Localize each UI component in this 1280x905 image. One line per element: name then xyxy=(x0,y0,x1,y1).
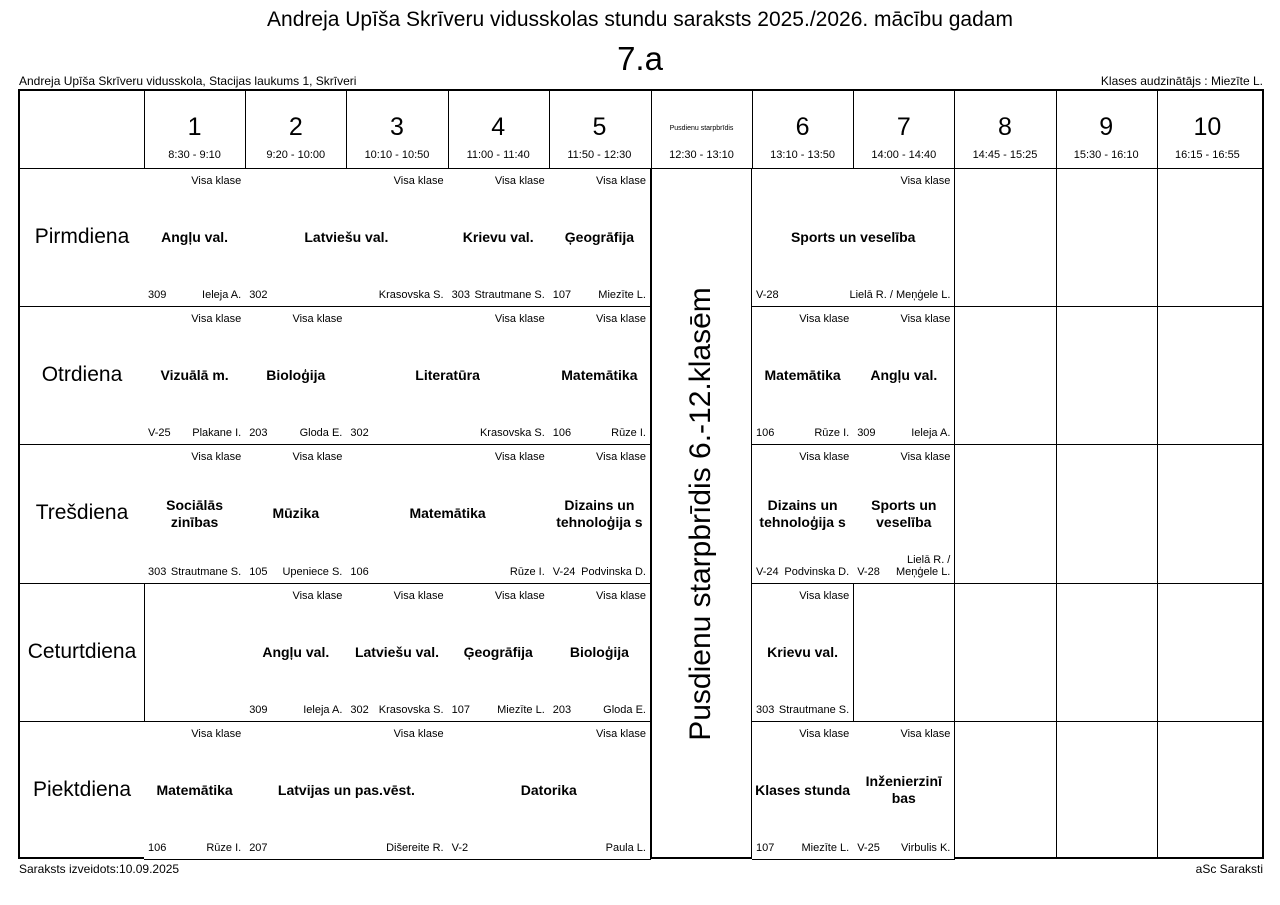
lesson-cell xyxy=(245,583,347,722)
lesson-subject: Angļu val. xyxy=(161,229,229,246)
lesson-subject: Matemātika xyxy=(156,781,233,798)
period-time: 10:10 - 10:50 xyxy=(364,149,430,161)
lesson-group: Visa klase xyxy=(900,451,951,464)
lesson-teacher: Miezīte L. xyxy=(801,841,850,854)
period-header xyxy=(954,91,1055,168)
lesson-cell xyxy=(346,583,448,722)
lesson-cell xyxy=(752,721,854,860)
lesson-teacher: Strautmane S. xyxy=(474,289,545,302)
lesson-cell xyxy=(144,721,246,860)
lesson-room: V-28 xyxy=(756,289,779,302)
lesson-subject: Klases stunda xyxy=(755,781,851,798)
lesson-teacher: Miezīte L. xyxy=(598,289,646,302)
footer-brand: aSc Saraksti xyxy=(1195,862,1263,876)
lesson-subject: Matemātika xyxy=(409,505,486,522)
lesson-teacher: Lielā R. / Meņģele L. xyxy=(849,289,951,302)
lesson-subject: Ģeogrāfija xyxy=(564,229,635,246)
lesson-teacher: Rūze I. xyxy=(611,427,646,440)
lesson-room: 203 xyxy=(249,427,268,440)
lesson-room: 107 xyxy=(756,841,775,854)
lesson-subject: Mūzika xyxy=(272,505,320,522)
lesson-room: 106 xyxy=(552,427,572,440)
period-number: 3 xyxy=(390,113,404,141)
lesson-subject: Vizuālā m. xyxy=(160,367,229,384)
lesson-subject: Sports un veselība xyxy=(790,229,916,246)
lesson-subject: Matemātika xyxy=(561,367,638,384)
lesson-room: 107 xyxy=(451,703,470,716)
period-time: 8:30 - 9:10 xyxy=(168,149,221,161)
period-time: 11:00 - 11:40 xyxy=(466,149,530,161)
class-teacher: Klases audzinātājs : Miezīte L. xyxy=(1100,74,1263,88)
lesson-group: Visa klase xyxy=(596,175,646,187)
lesson-group: Visa klase xyxy=(900,313,951,326)
lunch-header: Pusdienu starpbrīdis xyxy=(669,125,734,132)
lesson-room: 106 xyxy=(148,841,167,854)
lesson-group: Visa klase xyxy=(596,589,646,602)
period-number: 10 xyxy=(1193,113,1222,141)
period-time: 15:30 - 16:10 xyxy=(1073,149,1139,161)
lesson-room: 303 xyxy=(451,289,470,302)
day-label: Otrdiena xyxy=(41,363,123,387)
lunch-banner-text: Pusdienu starpbrīdis 6.-12.klasēm xyxy=(684,286,717,741)
lesson-teacher: Paula L. xyxy=(605,841,646,854)
lesson-cell xyxy=(245,306,347,445)
timetable-grid xyxy=(18,89,1264,859)
lesson-cell xyxy=(144,444,246,583)
lesson-subject: Angļu val. xyxy=(870,367,938,384)
lesson-cell xyxy=(448,721,651,860)
lesson-cell xyxy=(245,168,448,307)
lesson-room: 106 xyxy=(756,427,775,440)
lesson-cell xyxy=(346,306,549,445)
lesson-room: 309 xyxy=(148,289,167,302)
lesson-subject: Latviešu val. xyxy=(304,229,389,246)
lesson-room: 203 xyxy=(552,703,572,716)
lesson-teacher: Rūze I. xyxy=(206,841,242,854)
lesson-teacher: Miezīte L. xyxy=(497,703,545,716)
period-time: 11:50 - 12:30 xyxy=(567,149,632,161)
lesson-teacher: Krasovska S. xyxy=(378,289,444,302)
lesson-teacher: Upeniece S. xyxy=(282,565,343,578)
lesson-subject: Sociālās zinības xyxy=(166,496,223,530)
period-time: 9:20 - 10:00 xyxy=(266,149,326,161)
period-header xyxy=(1056,91,1157,168)
lesson-cell xyxy=(144,306,246,445)
lesson-cell xyxy=(752,306,854,445)
lesson-teacher: Plakane I. xyxy=(192,427,242,440)
lesson-teacher: Ieleja A. xyxy=(202,289,242,302)
lesson-cell xyxy=(144,168,246,307)
lesson-subject: Latviešu val. xyxy=(354,643,439,660)
lesson-teacher: Gloda E. xyxy=(299,427,343,440)
class-name: 7.a xyxy=(617,40,663,77)
period-number: 8 xyxy=(998,113,1012,141)
period-time: 13:10 - 13:50 xyxy=(770,149,836,161)
lesson-group: Visa klase xyxy=(393,589,444,602)
grid-vline xyxy=(651,91,652,857)
lesson-cell xyxy=(448,168,550,307)
lesson-room: V-24 xyxy=(756,565,779,578)
lesson-group: Visa klase xyxy=(596,727,646,740)
lesson-room: V-28 xyxy=(857,565,880,578)
lesson-cell xyxy=(245,444,347,583)
lesson-teacher: Ieleja A. xyxy=(911,427,951,440)
lesson-room: 309 xyxy=(857,427,876,440)
lesson-room: V-25 xyxy=(857,841,880,854)
lesson-cell xyxy=(752,168,955,307)
lesson-room: 302 xyxy=(350,427,369,440)
lesson-group: Visa klase xyxy=(799,451,850,464)
period-number: 1 xyxy=(187,113,202,141)
lesson-teacher: Gloda E. xyxy=(603,703,646,716)
grid-vline xyxy=(1056,91,1057,857)
period-header xyxy=(853,91,954,168)
lesson-cell xyxy=(549,306,651,445)
lesson-cell xyxy=(752,583,854,722)
lesson-group: Visa klase xyxy=(494,313,545,326)
lesson-subject: Literatūra xyxy=(415,367,480,384)
lesson-room: 303 xyxy=(756,703,775,716)
period-header xyxy=(752,91,853,168)
period-time: 16:15 - 16:55 xyxy=(1174,149,1240,161)
lesson-group: Visa klase xyxy=(393,727,444,740)
period-header xyxy=(245,91,346,168)
lesson-group: Visa klase xyxy=(799,313,850,326)
lesson-subject: Datorika xyxy=(520,781,577,798)
lunch-time: 12:30 - 13:10 xyxy=(669,149,734,161)
lesson-cell xyxy=(853,721,955,860)
lesson-room: 302 xyxy=(249,289,268,302)
period-header xyxy=(144,91,245,168)
lesson-group: Visa klase xyxy=(292,451,343,464)
lesson-subject: Bioloģija xyxy=(569,643,629,660)
day-label: Piektdiena xyxy=(32,777,132,801)
lesson-subject: Dizains un tehnoloģija s xyxy=(759,496,846,530)
lesson-cell xyxy=(853,306,955,445)
footer-created: Saraksts izveidots:10.09.2025 xyxy=(19,862,180,876)
lesson-cell xyxy=(549,444,651,583)
lesson-teacher: Rūze I. xyxy=(509,565,545,578)
page-title: Andreja Upīša Skrīveru vidusskolas stundu saraksts 2025./2026. mācību gadam xyxy=(267,8,1013,31)
period-number: 5 xyxy=(592,113,607,141)
lesson-teacher: Virbulis K. xyxy=(901,841,951,854)
lesson-subject: Angļu val. xyxy=(262,643,330,660)
lesson-subject: Krievu val. xyxy=(767,643,838,660)
period-time: 14:45 - 15:25 xyxy=(972,149,1038,161)
lesson-subject: Krievu val. xyxy=(462,229,534,246)
period-time: 14:00 - 14:40 xyxy=(871,149,937,161)
lesson-teacher: Podvinska D. xyxy=(581,565,646,578)
lesson-teacher: Podvinska D. xyxy=(784,565,850,578)
lesson-room: V-2 xyxy=(451,841,469,854)
lesson-group: Visa klase xyxy=(292,589,343,602)
lesson-subject: Bioloģija xyxy=(266,367,326,384)
lesson-room: 106 xyxy=(350,565,369,578)
lesson-room: V-25 xyxy=(148,427,171,440)
day-label: Ceturtdiena xyxy=(27,639,137,663)
grid-vline xyxy=(1157,91,1158,857)
period-number: 9 xyxy=(1099,113,1114,141)
lesson-group: Visa klase xyxy=(494,175,545,187)
lesson-group: Visa klase xyxy=(596,313,646,326)
lesson-group: Visa klase xyxy=(191,175,242,187)
lesson-group: Visa klase xyxy=(900,727,951,740)
lesson-room: 303 xyxy=(148,565,167,578)
lesson-cell xyxy=(549,583,651,722)
lesson-cell xyxy=(549,168,651,307)
lesson-cell xyxy=(448,583,550,722)
lesson-subject: Sports un veselība xyxy=(871,496,937,530)
period-number: 6 xyxy=(795,113,810,141)
lesson-group: Visa klase xyxy=(799,589,850,602)
lesson-teacher: Krasovska S. xyxy=(378,703,444,716)
lesson-group: Visa klase xyxy=(494,589,545,602)
period-header xyxy=(549,91,650,168)
lesson-subject: Latvijas un pas.vēst. xyxy=(277,781,415,798)
school-address: Andreja Upīša Skrīveru vidusskola, Stacijas laukums 1, Skrīveri xyxy=(19,74,357,88)
period-number: 2 xyxy=(288,113,303,141)
lesson-cell xyxy=(752,444,854,583)
lesson-group: Visa klase xyxy=(596,451,646,464)
lunch-banner xyxy=(651,168,752,859)
lesson-teacher: Strautmane S. xyxy=(170,565,242,578)
lesson-teacher: Lielā R. / Meņģele L. xyxy=(895,553,951,578)
period-number: 4 xyxy=(491,113,506,141)
period-number: 7 xyxy=(896,113,911,141)
lesson-cell xyxy=(245,721,448,860)
lesson-room: 107 xyxy=(552,289,572,302)
lesson-room: 309 xyxy=(249,703,268,716)
lesson-room: 207 xyxy=(249,841,268,854)
lesson-teacher: Rūze I. xyxy=(814,427,850,440)
lesson-group: Visa klase xyxy=(799,727,850,740)
lesson-room: 105 xyxy=(249,565,268,578)
lesson-subject: Dizains un tehnoloģija s xyxy=(556,496,643,530)
lesson-room: V-24 xyxy=(552,565,576,578)
lesson-teacher: Dišereite R. xyxy=(386,841,444,854)
lesson-room: 302 xyxy=(350,703,369,716)
period-header xyxy=(1157,91,1258,168)
lesson-subject: Matemātika xyxy=(764,367,841,384)
period-header xyxy=(346,91,447,168)
lesson-group: Visa klase xyxy=(393,175,444,187)
lesson-group: Visa klase xyxy=(191,451,242,464)
lesson-subject: Ģeogrāfija xyxy=(463,643,533,660)
lesson-cell xyxy=(853,444,955,583)
day-label: Pirmdiena xyxy=(34,225,130,249)
lesson-teacher: Ieleja A. xyxy=(303,703,343,716)
day-label: Trešdiena xyxy=(35,501,129,525)
period-header xyxy=(448,91,549,168)
lesson-cell xyxy=(346,444,549,583)
lesson-group: Visa klase xyxy=(191,313,242,326)
lesson-group: Visa klase xyxy=(494,451,545,464)
lesson-teacher: Krasovska S. xyxy=(479,427,545,440)
lesson-group: Visa klase xyxy=(292,313,343,326)
lesson-teacher: Strautmane S. xyxy=(778,703,850,716)
lesson-group: Visa klase xyxy=(191,727,242,740)
lesson-subject: Inženierzinī bas xyxy=(865,773,942,807)
lesson-group: Visa klase xyxy=(900,175,951,187)
